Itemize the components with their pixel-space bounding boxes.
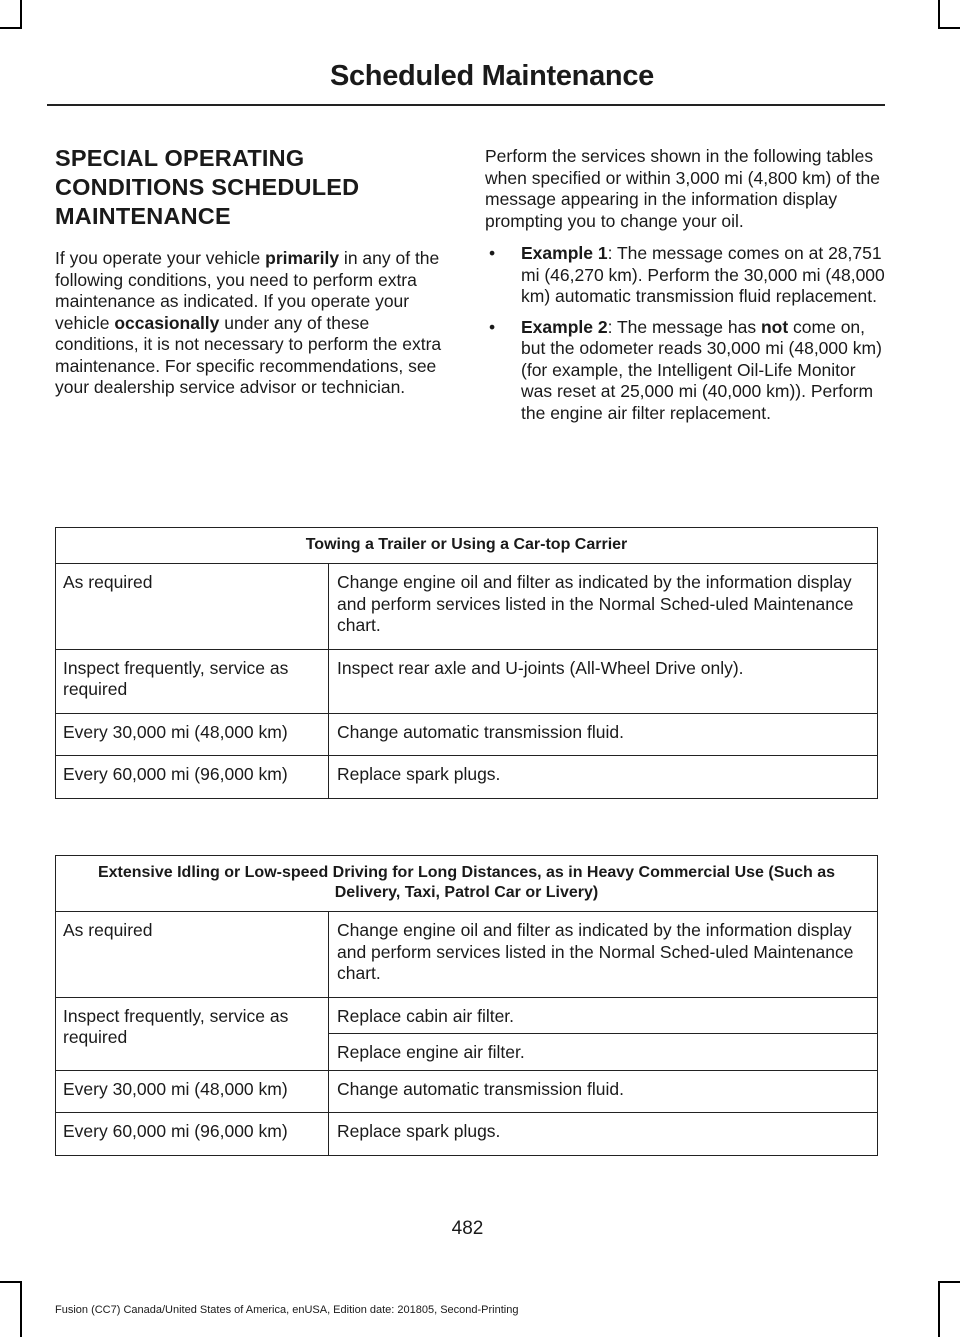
table-row bbox=[56, 564, 878, 650]
header-rule bbox=[47, 104, 885, 106]
table-title: Extensive Idling or Low-speed Driving for Long Distances, as in Heavy Commercial Use (Such as Delivery, Taxi, Patrol Car or Livery) bbox=[56, 856, 878, 912]
table-header-row bbox=[56, 856, 878, 912]
interval-cell: Every 60,000 mi (96,000 km) bbox=[56, 756, 329, 799]
service-cell: Replace spark plugs. bbox=[329, 1113, 878, 1156]
bullet-glyph: • bbox=[489, 243, 496, 263]
emphasis-primarily: primarily bbox=[265, 248, 340, 268]
page-number: 482 bbox=[451, 1218, 484, 1239]
crop-mark bbox=[0, 27, 22, 29]
crop-mark bbox=[938, 1281, 940, 1337]
services-paragraph: Perform the services shown in the following tables when specified or within 3,000 mi (4,800 km) of the message appearing in the information display prompting you to change your oil. bbox=[485, 146, 880, 231]
towing-maintenance-table bbox=[55, 527, 878, 799]
service-cell: Replace engine air filter. bbox=[329, 1034, 878, 1071]
table-row bbox=[56, 649, 878, 713]
page-header-title: Scheduled Maintenance bbox=[329, 60, 654, 92]
crop-mark bbox=[938, 27, 960, 29]
emphasis-not: not bbox=[760, 316, 789, 337]
table-row bbox=[56, 912, 878, 998]
service-cell: Inspect rear axle and U-joints (All-Wheel Drive only). bbox=[329, 649, 878, 713]
service-cell: Change engine oil and filter as indicated by the information display and perform services listed in the Normal Sched-uled Maintenance chart. bbox=[329, 564, 878, 650]
section-title-line: MAINTENANCE bbox=[55, 203, 231, 229]
service-cell: Change engine oil and filter as indicated by the information display and perform services listed in the Normal Sched-uled Maintenance chart. bbox=[329, 912, 878, 998]
footer-edition-text: Fusion (CC7) Canada/United States of America, enUSA, Edition date: 201805, Second-Printing bbox=[55, 1304, 519, 1316]
example-label: Example 1 bbox=[521, 243, 608, 263]
section-title-line: CONDITIONS SCHEDULED bbox=[55, 174, 360, 200]
table-row bbox=[56, 713, 878, 756]
interval-cell: Every 30,000 mi (48,000 km) bbox=[56, 713, 329, 756]
table-row bbox=[56, 1070, 878, 1113]
crop-mark bbox=[938, 0, 940, 28]
service-cell: Replace cabin air filter. bbox=[329, 997, 878, 1034]
text-run: come on, but the odometer reads 30,000 mi (48,000 km) (for example, the Intelligent Oil-Life Monitor was reset at 25,000 mi (40,000 km)). Perform the engine air filter replacement. bbox=[521, 316, 882, 423]
table-row bbox=[56, 997, 878, 1034]
right-column bbox=[485, 146, 885, 433]
service-cell: Change automatic transmission fluid. bbox=[329, 713, 878, 756]
crop-mark bbox=[938, 1281, 960, 1283]
table-header-row bbox=[56, 528, 878, 564]
table-title: Towing a Trailer or Using a Car-top Carrier bbox=[56, 528, 878, 564]
interval-cell: Inspect frequently, service as required bbox=[56, 997, 329, 1070]
crop-mark bbox=[20, 1281, 22, 1337]
crop-mark bbox=[0, 1281, 22, 1283]
intro-paragraph bbox=[55, 248, 450, 399]
example-label: Example 2 bbox=[521, 316, 608, 337]
table-row bbox=[56, 756, 878, 799]
service-cell: Change automatic transmission fluid. bbox=[329, 1070, 878, 1113]
left-column bbox=[55, 144, 450, 399]
section-title-line: SPECIAL OPERATING bbox=[55, 145, 305, 171]
bullet-glyph: • bbox=[489, 316, 496, 337]
section-title bbox=[55, 144, 450, 231]
list-item bbox=[485, 243, 885, 308]
table-row bbox=[56, 1113, 878, 1156]
interval-cell: Every 30,000 mi (48,000 km) bbox=[56, 1070, 329, 1113]
interval-cell: Inspect frequently, service as required bbox=[56, 649, 329, 713]
interval-cell: As required bbox=[56, 912, 329, 998]
text-run: : The message comes on at 28,751 mi (46,270 km). Perform the 30,000 mi (48,000 km) automatic transmission fluid replacement. bbox=[521, 243, 885, 306]
idling-maintenance-table bbox=[55, 855, 878, 1156]
text-run: : The message has bbox=[607, 316, 761, 337]
text-run: under any of these conditions, it is not necessary to perform the extra maintenance. For specific recommendations, see your dealership service advisor or technician. bbox=[55, 312, 442, 397]
interval-cell: Every 60,000 mi (96,000 km) bbox=[56, 1113, 329, 1156]
text-run: If you operate your vehicle bbox=[55, 248, 266, 268]
emphasis-occasionally: occasionally bbox=[114, 312, 220, 333]
example-list bbox=[485, 243, 885, 424]
text-run: in any of the following conditions, you need to perform extra maintenance as indicated. If you operate your vehicle bbox=[55, 248, 440, 333]
crop-mark bbox=[20, 0, 22, 28]
list-item bbox=[485, 317, 885, 425]
service-cell: Replace spark plugs. bbox=[329, 756, 878, 799]
interval-cell: As required bbox=[56, 564, 329, 650]
